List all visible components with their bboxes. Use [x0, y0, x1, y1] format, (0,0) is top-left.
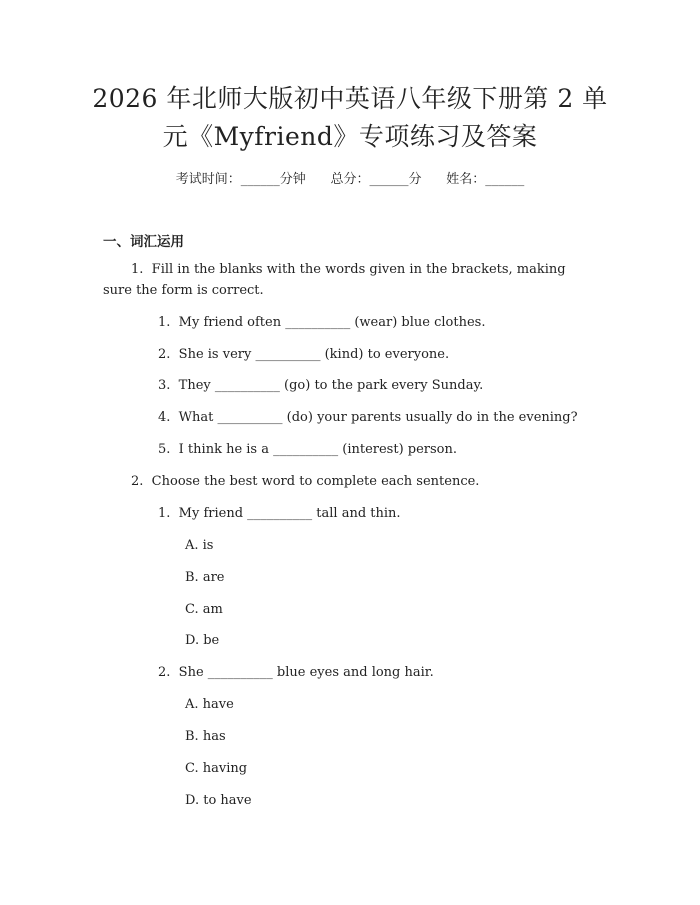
option-a: A. have — [185, 697, 234, 712]
question-1-intro-line-2: sure the form is correct. — [103, 283, 264, 298]
q1-item: 5. I think he is a __________ (interest) person. — [158, 442, 458, 457]
q2-sentence-2: 2. She __________ blue eyes and long hair. — [158, 665, 434, 680]
q2-sentence-1: 1. My friend __________ tall and thin. — [158, 506, 401, 521]
option-a: A. is — [185, 538, 214, 553]
question-2-intro: 2. Choose the best word to complete each sentence. — [131, 474, 480, 489]
option-d: D. to have — [185, 793, 252, 808]
option-c: C. am — [185, 602, 223, 617]
q1-item: 4. What __________ (do) your parents usually do in the evening? — [158, 410, 578, 425]
q1-item: 1. My friend often __________ (wear) blue clothes. — [158, 315, 486, 330]
option-b: B. are — [185, 570, 225, 585]
question-1-intro-line-1: 1. Fill in the blanks with the words given in the brackets, making — [131, 262, 566, 277]
option-b: B. has — [185, 729, 226, 744]
option-c: C. having — [185, 761, 248, 776]
option-d: D. be — [185, 633, 220, 648]
title-line-1: 2026 年北师大版初中英语八年级下册第 2 单 — [92, 84, 608, 113]
title-line-2: 元《Myfriend》专项练习及答案 — [162, 122, 538, 151]
q1-item: 2. She is very __________ (kind) to everyone. — [158, 347, 450, 362]
q1-item: 3. They __________ (go) to the park every Sunday. — [158, 378, 484, 393]
document-title — [60, 80, 640, 156]
exam-info: 考试时间：______分钟 总分：______分 姓名：______ — [175, 172, 525, 187]
section-heading-vocabulary: 一、词汇运用 — [103, 234, 184, 250]
